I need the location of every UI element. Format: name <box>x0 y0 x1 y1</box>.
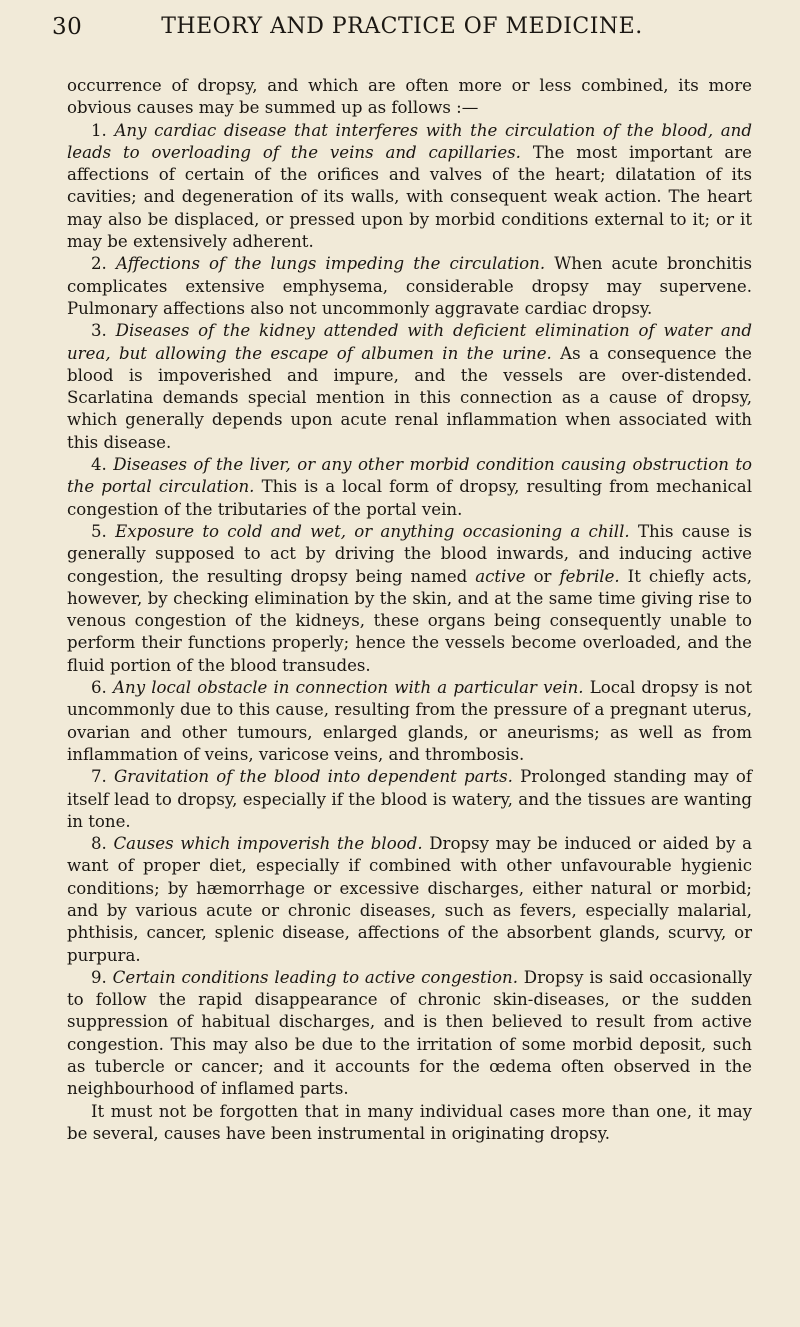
cause-8-paragraph: 8. Causes which impoverish the blood. Dropsy may be induced or aided by a want of proper diet, especially if combined with other unfavourable hygienic conditions; by hæmorrhage or excessive discharges, either natural or morbid; and by various acute or chronic diseases, such as fevers, especially malarial, phthisis, cancer, splenic disease, affections of the absorbent glands, scurvy, or purpura. <box>67 834 752 965</box>
cause-heading: Any local obstacle in connection with a particular vein. <box>113 678 584 698</box>
cause-heading: Affections of the lungs impeding the circulation. <box>115 254 546 274</box>
cause-2-paragraph: 2. Affections of the lungs impeding the circulation. When acute bronchitis complicates extensive emphysema, considerable dropsy may supervene. Pulmonary affections also not uncommonly aggravate cardiac dropsy. <box>67 254 753 318</box>
cause-7-paragraph: 7. Gravitation of the blood into dependent parts. Prolonged standing may of itself lead to dropsy, especially if the blood is watery, and the tissues are wanting in tone. <box>67 767 752 831</box>
cause-9-paragraph: 9. Certain conditions leading to active congestion. Dropsy is said occasionally to follow the rapid disappearance of chronic skin-diseases, or the sudden suppression of habitual discharges, and is then believed to result from active congestion. This may also be due to the irritation of some morbid deposit, such as tubercle or cancer; and it accounts for the œdema often observed in the neighbourhood of inflamed parts. <box>67 967 753 1099</box>
page-number: 30 <box>52 14 83 40</box>
cause-number: 6. <box>91 678 107 698</box>
cause-heading: Gravitation of the blood into dependent parts. <box>114 767 513 787</box>
cause-number: 8. <box>91 834 107 854</box>
cause-3-paragraph: 3. Diseases of the kidney attended with deficient elimination of water and urea, but allowing the escape of albumen in the urine. As a consequence the blood is impoverished and impure, and the vessels are over-distended. Scarlatina demands special mention in this connection as a cause of dropsy, which generally depends upon acute renal inflammation when associated with this disease. <box>67 321 752 452</box>
cause-heading: Exposure to cold and wet, or anything occasioning a chill. <box>115 521 630 541</box>
cause-heading: Causes which impoverish the blood. <box>113 834 423 854</box>
term-active: active <box>475 566 526 586</box>
cause-number: 7. <box>91 767 107 787</box>
term-febrile: febrile. <box>559 566 620 586</box>
running-header <box>52 14 752 54</box>
cause-number: 1. <box>91 120 107 140</box>
cause-5-paragraph: 5. Exposure to cold and wet, or anything occasioning a chill. This cause is generally supposed to act by driving the blood inwards, and inducing active congestion, the resulting dropsy being named active or febrile. It chiefly acts, however, by checking elimination by the skin, and at the same time giving rise to venous congestion of the kidneys, these organs being consequently unable to perform their functions properly; hence the vessels become overloaded, and the fluid portion of the blood transudes. <box>67 521 753 675</box>
cause-number: 4. <box>91 455 107 475</box>
body-text <box>67 75 752 1145</box>
cause-1-paragraph: 1. Any cardiac disease that interferes with the circulation of the blood, and leads to overloading of the veins and capillaries. The most important are affections of certain of the orifices and valves of the heart; dilatation of its cavities; and degeneration of its walls, with consequent weak action. The heart may also be displaced, or pressed upon by morbid conditions external to it; or it may be extensively adherent. <box>67 120 752 252</box>
cause-4-paragraph: 4. Diseases of the liver, or any other morbid condition causing obstruction to the portal circulation. This is a local form of dropsy, resulting from mechanical congestion of the tributaries of the portal vein. <box>67 455 753 519</box>
intro-paragraph: occurrence of dropsy, and which are often more or less combined, its more obvious causes may be summed up as follows :— <box>67 76 752 118</box>
cause-number: 2. <box>91 254 107 274</box>
running-title: THEORY AND PRACTICE OF MEDICINE. <box>161 14 643 39</box>
cause-heading: Diseases of the liver, or any other morbid condition causing obstruction to the portal circulation. <box>67 455 752 497</box>
cause-number: 5. <box>91 521 107 541</box>
cause-6-paragraph: 6. Any local obstacle in connection with a particular vein. Local dropsy is not uncommonly due to this cause, resulting from the pressure of a pregnant uterus, ovarian and other tumours, enlarged glands, or aneurisms; as well as from inflammation of veins, varicose veins, and thrombosis. <box>67 678 753 764</box>
cause-heading: Any cardiac disease that interferes with the circulation of the blood, and leads to overloading of the veins and capillaries. <box>67 120 752 162</box>
cause-number: 9. <box>91 967 107 987</box>
cause-heading: Certain conditions leading to active congestion. <box>112 967 518 987</box>
cause-number: 3. <box>91 321 107 341</box>
cause-heading: Diseases of the kidney attended with deficient elimination of water and urea, but allowing the escape of albumen in the urine. <box>67 321 752 363</box>
closing-paragraph: It must not be forgotten that in many individual cases more than one, it may be several, causes have been instrumental in originating dropsy. <box>67 1101 752 1143</box>
